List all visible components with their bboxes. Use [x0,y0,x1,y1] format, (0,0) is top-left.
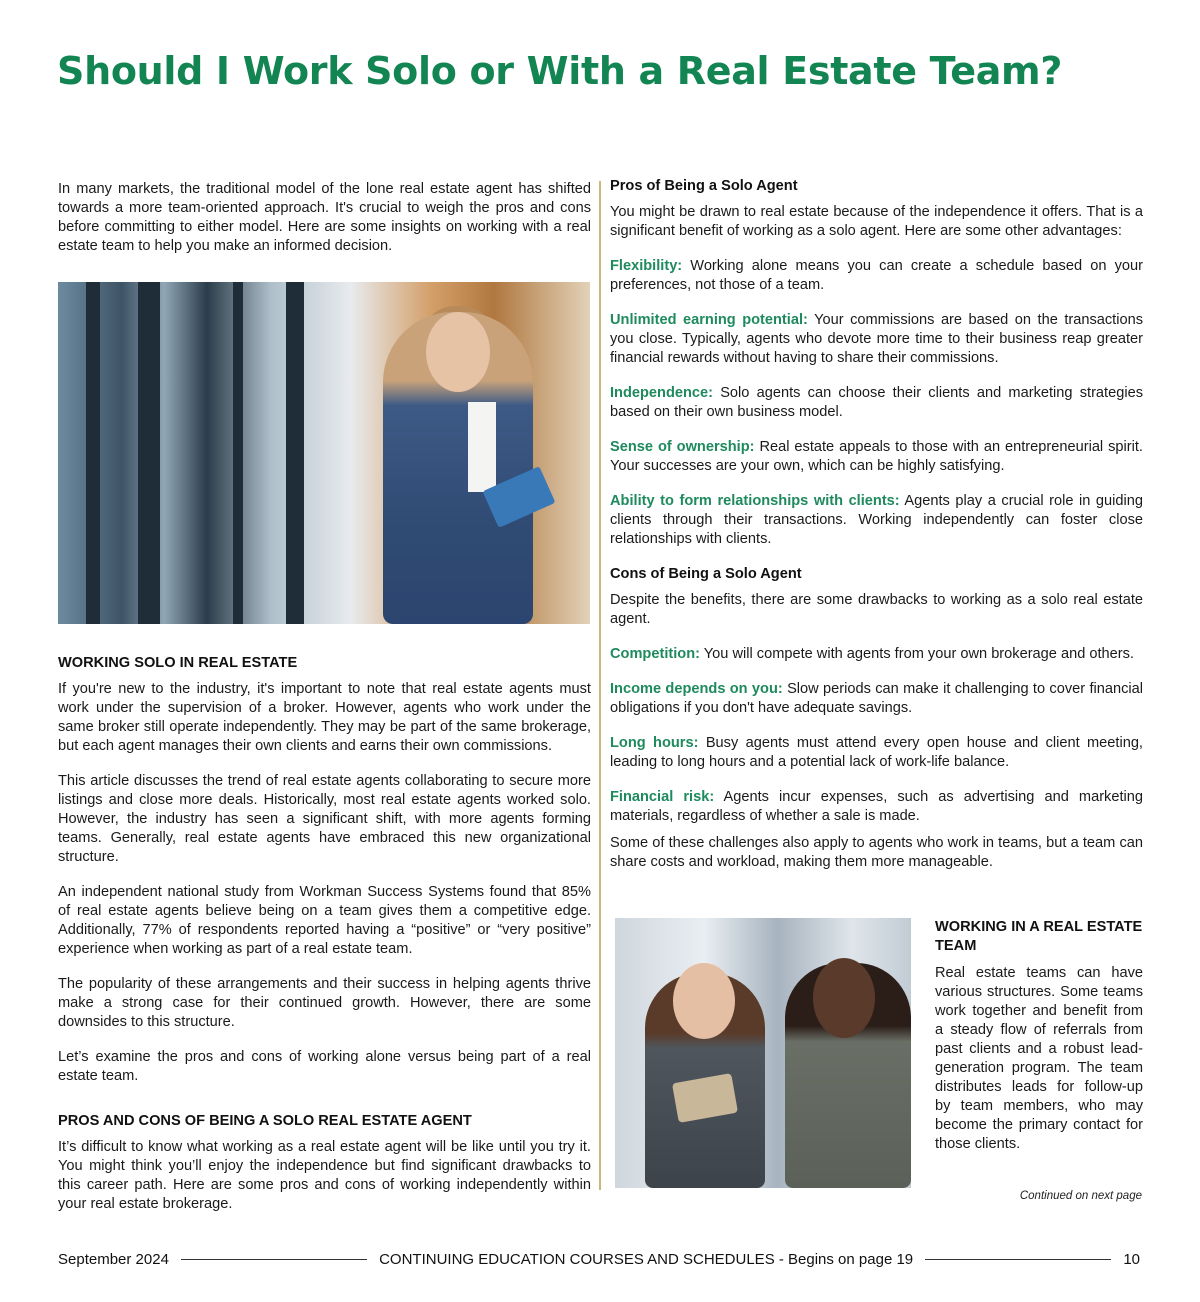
pro-text: Agents play a crucial role in guiding clients through their transactions. Working independently can foster close relationships with clients. [610,493,1143,547]
con-term: Financial risk: [610,789,715,805]
cons-outro: Some of these challenges also apply to agents who work in teams, but a team can share costs and workload, making them more manageable. [610,835,1143,870]
photo-face [426,312,490,392]
con-item [610,680,1143,718]
body-paragraph: The popularity of these arrangements and their success in helping agents thrive make a strong case for their continued growth. However, there are some downsides to this structure. [58,976,591,1030]
con-text: Busy agents must attend every open house and client meeting, leading to long hours and a potential lack of work-life balance. [610,735,1143,770]
body-paragraph: An independent national study from Workman Success Systems found that 85% of real estate agents believe being on a team gives them a competitive edge. Additionally, 77% of respondents reported having a “positive” or “very positive” experience when working as part of a real estate team. [58,884,591,957]
con-term: Competition: [610,646,700,662]
page-number: 10 [1123,1250,1140,1268]
body-paragraph: This article discusses the trend of real estate agents collaborating to secure more listings and close more deals. Historically, most real estate agents worked solo. However, the industry has seen a significant shift, with more agents forming teams. Generally, real estate agents have embraced this new organizational structure. [58,773,591,865]
right-column [610,177,1143,888]
cons-heading: Cons of Being a Solo Agent [610,566,802,582]
team-photo [615,918,911,1188]
column-divider [599,181,601,1190]
team-section [615,918,1143,1193]
intro-paragraph: In many markets, the traditional model of the lone real estate agent has shifted towards a more team-oriented approach. It's crucial to weigh the pros and cons before committing to either model. Here are some insights on working with a real estate team to help you make an informed decision. [58,181,591,254]
continued-note: Continued on next page [1019,1190,1142,1202]
photo-face-left [673,963,735,1039]
window-frame [138,282,160,624]
window-frame [86,282,100,624]
con-term: Income depends on you: [610,681,783,697]
pro-item [610,492,1143,549]
con-term: Long hours: [610,735,699,751]
pro-term: Ability to form relationships with clients: [610,493,900,509]
body-paragraph: It’s difficult to know what working as a real estate agent will be like until you try it. You might think you’ll enjoy the independence but find significant drawbacks to this career path. Here are some pros and cons of working independently within your real estate brokerage. [58,1139,591,1212]
pros-intro: You might be drawn to real estate because of the independence it offers. That is a significant benefit of working as a solo agent. Here are some other advantages: [610,204,1143,239]
con-text: You will compete with agents from your own brokerage and others. [699,646,1134,662]
footer-center-text: CONTINUING EDUCATION COURSES AND SCHEDULES - Begins on page 19 [379,1250,914,1268]
section-heading-working-solo: WORKING SOLO IN REAL ESTATE [58,655,298,671]
photo-face-right [813,958,875,1038]
pros-heading: Pros of Being a Solo Agent [610,178,798,194]
footer-rule [181,1259,367,1260]
section-heading-pros-cons: PROS AND CONS OF BEING A SOLO REAL ESTATE AGENT [58,1113,472,1129]
pro-term: Independence: [610,385,713,401]
window-frame [286,282,304,624]
pro-term: Unlimited earning potential: [610,312,808,328]
footer-date: September 2024 [58,1250,169,1268]
pro-text: Your commissions are based on the transactions you close. Typically, agents who devote more time to their business reap greater financial rewards without having to share their commissions. [610,312,1144,366]
con-item [610,788,1143,826]
body-paragraph: Let’s examine the pros and cons of working alone versus being part of a real estate team. [58,1049,591,1084]
businesswoman-photo [58,282,590,624]
team-heading: WORKING IN A REAL ESTATE TEAM [935,919,1143,954]
pro-item [610,311,1143,368]
body-paragraph: If you're new to the industry, it's important to note that real estate agents must work under the supervision of a broker. However, agents who work under the same broker still operate independently. They may be part of the same brokerage, but each agent manages their own clients and earns their own commissions. [58,681,591,754]
pro-text: Working alone means you can create a schedule based on your preferences, not those of a team. [610,258,1143,293]
con-item [610,734,1143,772]
team-text [935,918,1143,1170]
pro-item [610,257,1143,295]
pro-item [610,438,1143,476]
con-item [610,645,1143,664]
window-frame [233,282,243,624]
pro-text: Solo agents can choose their clients and marketing strategies based on their own business model. [610,385,1143,420]
con-text: Slow periods can make it challenging to cover financial obligations if you don't have adequate savings. [610,681,1143,716]
pro-term: Sense of ownership: [610,439,755,455]
pro-item [610,384,1143,422]
pro-text: Real estate appeals to those with an entrepreneurial spirit. Your successes are your own, which can be highly satisfying. [610,439,1143,474]
article-title: Should I Work Solo or With a Real Estate Team? [57,49,1063,93]
con-text: Agents incur expenses, such as advertising and marketing materials, regardless of whether a sale is made. [610,789,1143,824]
photo-shirt [468,402,496,492]
cons-intro: Despite the benefits, there are some drawbacks to working as a solo real estate agent. [610,592,1143,627]
pro-term: Flexibility: [610,258,683,274]
left-column [58,180,591,1230]
page-footer [58,1248,1140,1270]
footer-rule [925,1259,1111,1260]
team-paragraph: Real estate teams can have various structures. Some teams work together and benefit from a steady flow of referrals from past clients and a robust lead-generation program. The team distributes leads for follow-up by team members, who may become the primary contact for those clients. [935,965,1143,1152]
